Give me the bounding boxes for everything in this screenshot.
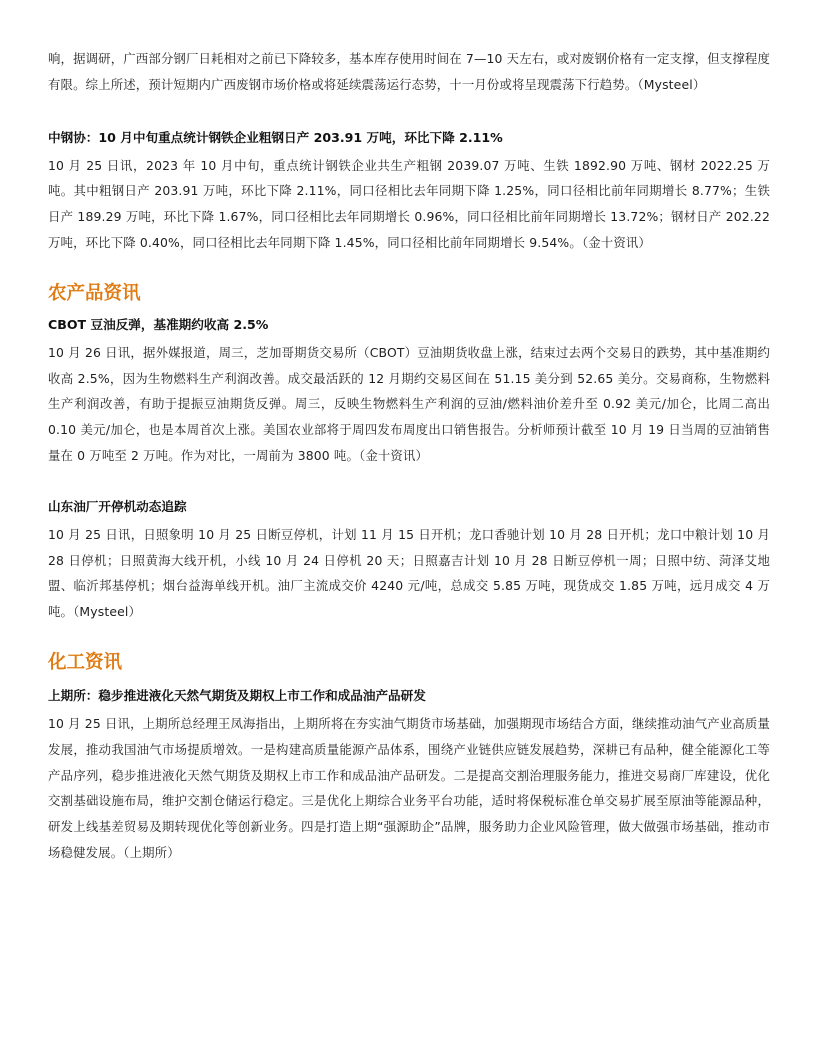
article-body-shandong: 10 月 25 日讯，日照象明 10 月 25 日断豆停机，计划 11 月 15 日开机；龙口香驰计划 10 月 28 日开机；龙口中粮计划 10 月 28 日停机；日照黄海大线开机，小线 10 月 24 日停机 20 天；日照嘉吉计划 10 月 28 日断豆停机一周；日照中纺、菏泽艾地盟、临沂邦基停机；烟台益海单线开机。油厂主流成交价 4240 元/吨，总成交 5.85 万吨，现货成交 1.85 万吨，远月成交 4 万吨。（Mysteel） [48, 526, 770, 620]
intro-paragraph: 响，据调研，广西部分钢厂日耗相对之前已下降较多，基本库存使用时间在 7—10 天左右，或对废钢价格有一定支撑，但支撑程度有限。综上所述，预计短期内广西废钢市场价格或将延续震荡运行态势，十一月份或将呈现震荡下行趋势。（Mysteel） [48, 51, 771, 92]
article-body-shfe: 10 月 25 日讯，上期所总经理王凤海指出，上期所将在夯实油气期货市场基础，加强期现市场结合方面，继续推动油气产业高质量发展，推动我国油气市场提质增效。一是构建高质量能源产品体系，围绕产业链供应链发展趋势，深耕已有品种，健全能源化工等产品序列，稳步推进液化天然气期货及期权上市工作和成品油产品研发。二是提高交割治理服务能力，推进交易商厂库建设，优化交割基础设施布局，维护交割仓储运行稳定。三是优化上期综合业务平台功能，适时将保税标准仓单交易扩展至原油等能源品种，研发上线基差贸易及期转现优化等创新业务。四是打造上期“强源助企”品牌，服务助力企业风险管理，做大做强市场基础，推动市场稳健发展。（上期所） [48, 715, 770, 860]
article-body-steel: 10 月 25 日讯，2023 年 10 月中旬，重点统计钢铁企业共生产粗钢 2039.07 万吨、生铁 1892.90 万吨、钢材 2022.25 万吨。其中粗钢日产 203.91 万吨，环比下降 2.11%，同口径相比去年同期下降 1.25%，同口径相比前年同期增长 8.77%；生铁日产 189.29 万吨，环比下降 1.67%，同口径相比去年同期增长 0.96%，同口径相比前年同期增长 13.72%；钢材日产 202.22 万吨，环比下降 0.40%，同口径相比去年同期下降 1.45%，同口径相比前年同期增长 9.54%。（金十资讯） [48, 157, 770, 250]
section-title-chem: 化工资讯 [48, 651, 123, 673]
article-title-steel: 中钢协：10 月中旬重点统计钢铁企业粗钢日产 203.91 万吨，环比下降 2.11% [48, 129, 503, 145]
section-title-agri: 农产品资讯 [48, 282, 141, 304]
document-page [48, 46, 770, 866]
article-title-shfe: 上期所：稳步推进液化天然气期货及期权上市工作和成品油产品研发 [48, 687, 426, 703]
article-title-shandong: 山东油厂开停机动态追踪 [48, 498, 187, 514]
article-title-cbot: CBOT 豆油反弹，基准期约收高 2.5% [48, 316, 269, 332]
article-body-cbot: 10 月 26 日讯，据外媒报道，周三，芝加哥期货交易所（CBOT）豆油期货收盘上涨，结束过去两个交易日的跌势，其中基准期约收高 2.5%，因为生物燃料生产利润改善。成交最活跃的 12 月期约交易区间在 51.15 美分到 52.65 美分。交易商称，生物燃料生产利润改善，有助于提振豆油期货反弹。周三，反映生物燃料生产利润的豆油/燃料油价差升至 0.92 美元/加仑，比周二高出 0.10 美元/加仑，也是本周首次上涨。美国农业部将于周四发布周度出口销售报告。分析师预计截至 10 月 19 日当周的豆油销售量在 0 万吨至 2 万吨。作为对比，一周前为 3800 吨。（金十资讯） [48, 344, 770, 463]
